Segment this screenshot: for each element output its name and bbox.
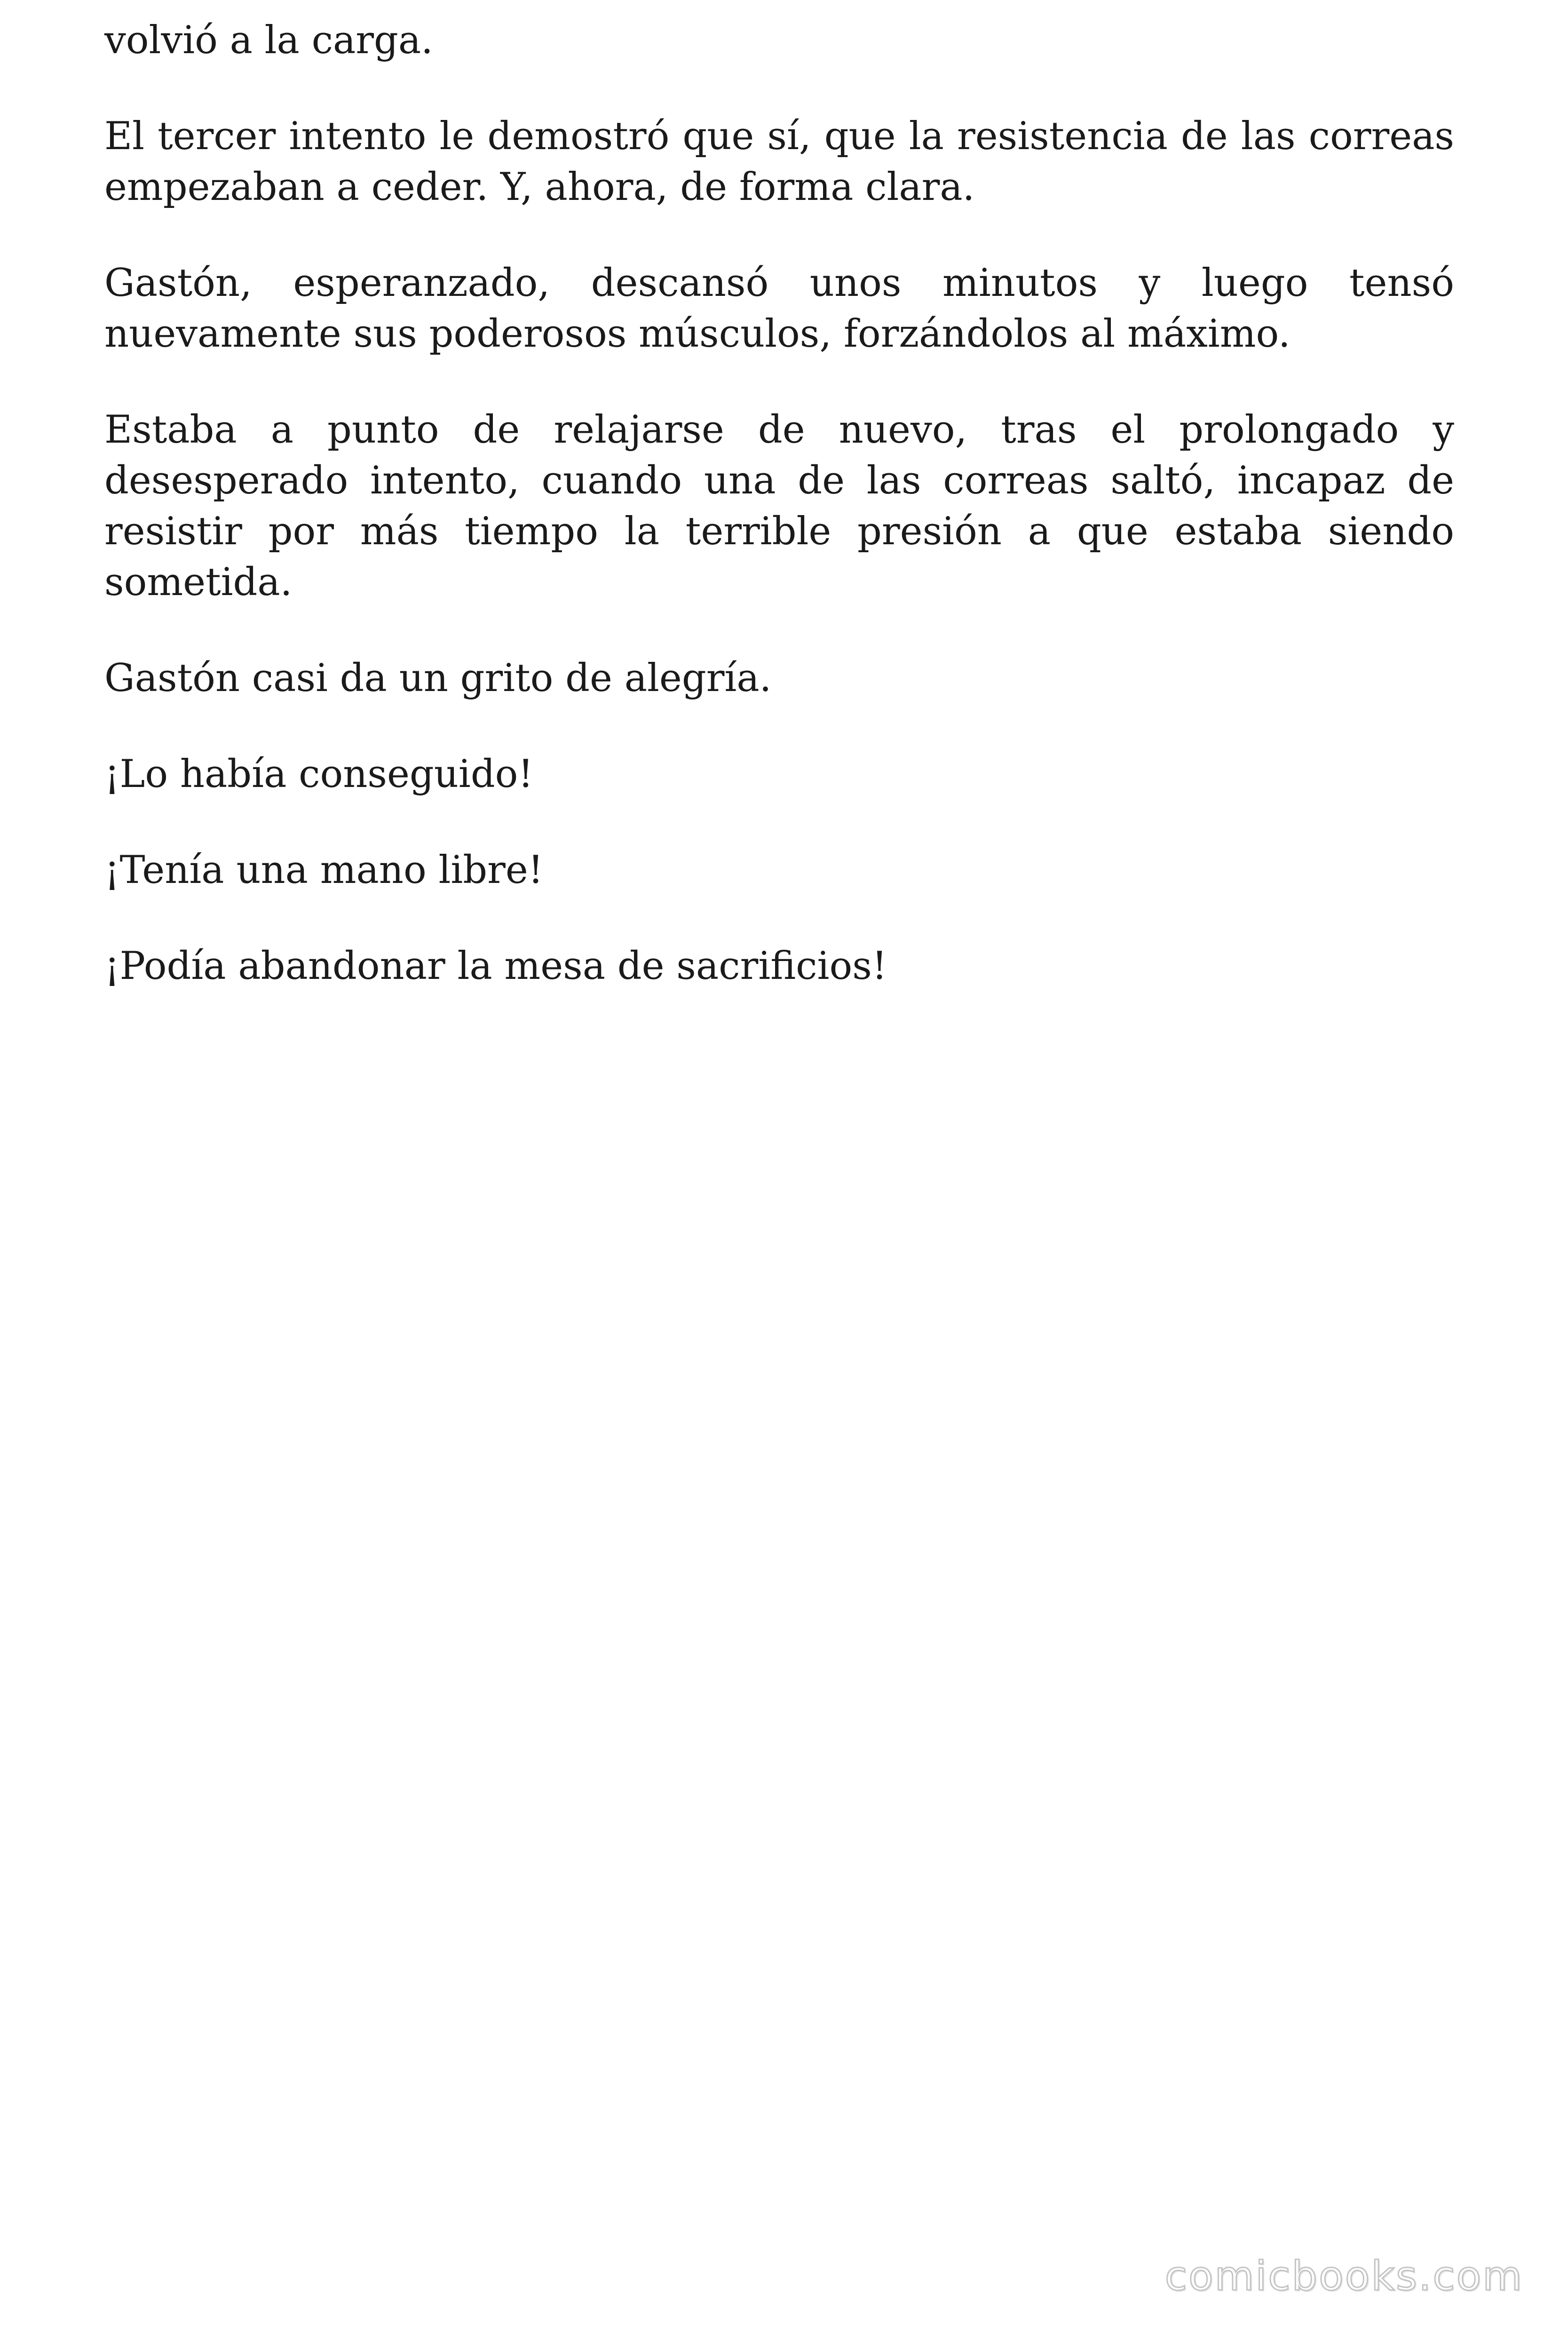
paragraph: ¡Podía abandonar la mesa de sacrificios! <box>104 944 887 988</box>
watermark: comicbooks.com <box>1164 2253 1523 2300</box>
page-body <box>104 15 1454 1037</box>
paragraph: El tercer intento le demostró que sí, que la resistencia de las correas empezaban a ceder. Y, ahora, de forma clara. <box>104 114 1454 209</box>
paragraph: volvió a la carga. <box>104 18 433 63</box>
paragraph: Estaba a punto de relajarse de nuevo, tras el prolongado y desesperado intento, cuando una de las correas saltó, incapaz de resistir por más tiempo la terrible presión a que estaba siendo sometida. <box>104 408 1454 604</box>
paragraph: Gastón casi da un grito de alegría. <box>104 656 772 700</box>
paragraph: Gastón, esperanzado, descansó unos minutos y luego tensó nuevamente sus poderosos músculos, forzándolos al máximo. <box>104 261 1454 356</box>
paragraph: ¡Lo había conseguido! <box>104 752 534 796</box>
paragraph: ¡Tenía una mano libre! <box>104 848 544 892</box>
